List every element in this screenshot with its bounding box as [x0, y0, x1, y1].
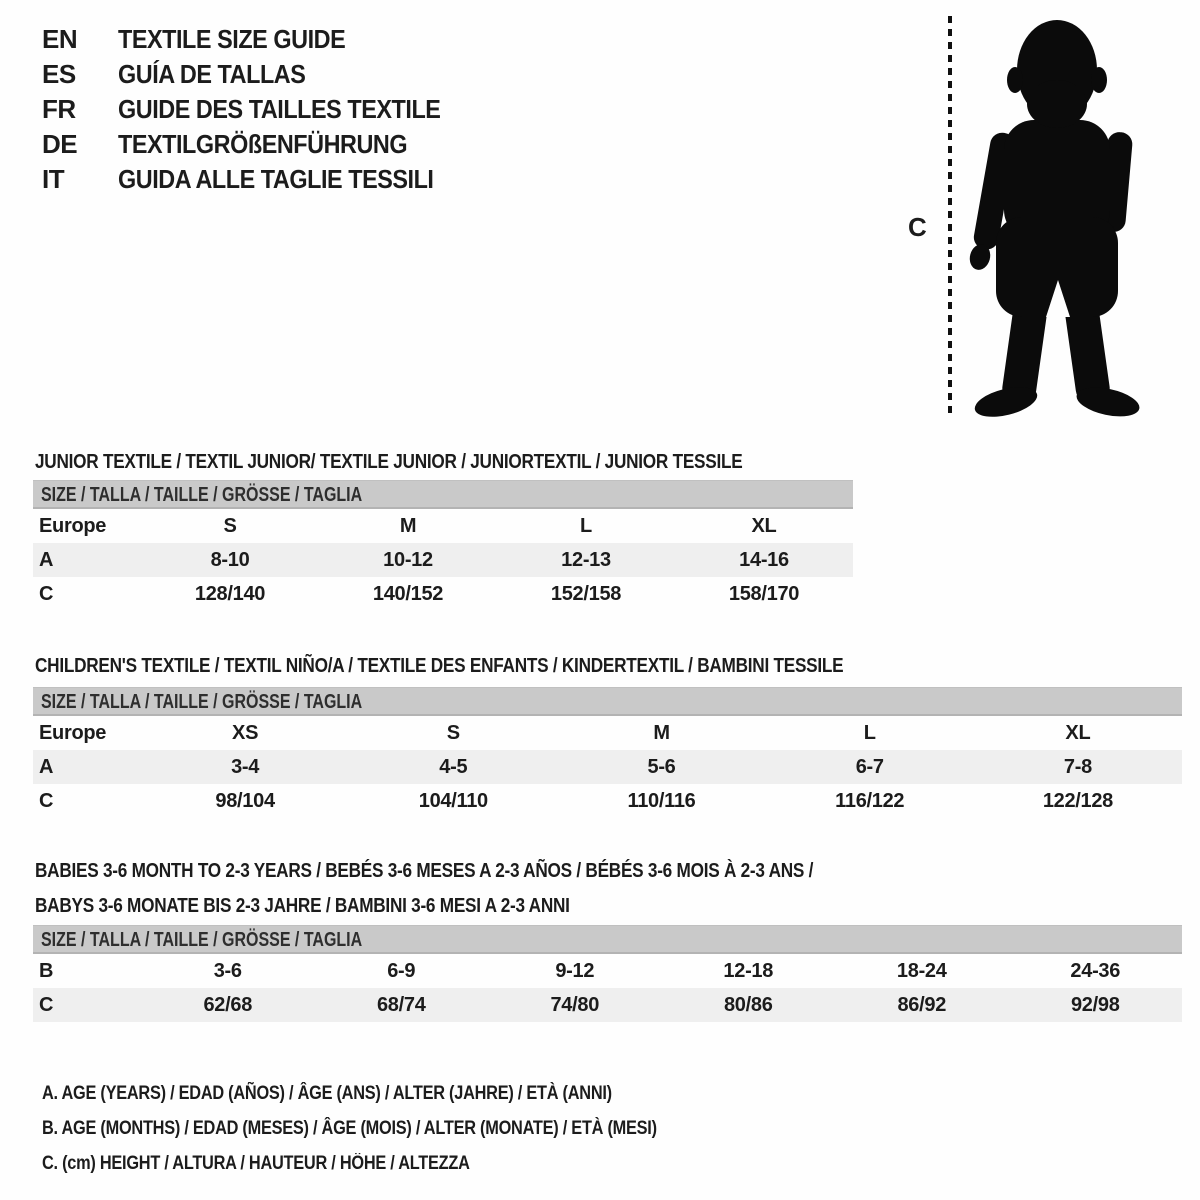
table-row-europe: [33, 509, 853, 543]
height-measure-label: C: [908, 212, 927, 242]
lang-row-fr: [42, 92, 476, 127]
table-row-age-months: [33, 954, 1182, 988]
table-title: CHILDREN'S TEXTILE / TEXTIL NIÑO/A / TEXTILE DES ENFANTS / KINDERTEXTIL / BAMBINI TESSILE: [35, 654, 844, 677]
value-cell: 14-16: [739, 549, 789, 571]
legend-line-c: C. (cm) HEIGHT / ALTURA / HAUTEUR / HÖHE / ALTEZZA: [42, 1153, 470, 1174]
lang-title: TEXTILGRÖßENFÜHRUNG: [118, 129, 408, 159]
lang-code: EN: [42, 24, 78, 54]
row-label: Europe: [39, 515, 107, 537]
value-cell: 6-7: [855, 756, 884, 778]
size-header-label: SIZE / TALLA / TAILLE / GRÖSSE / TAGLIA: [41, 484, 363, 506]
legend-block: [42, 1076, 757, 1181]
value-cell: 24-36: [1070, 960, 1121, 982]
row-label: A: [39, 549, 54, 571]
value-cell: 98/104: [215, 790, 275, 812]
lang-code: DE: [42, 129, 78, 159]
value-cell: 7-8: [1063, 756, 1092, 778]
size-header-bar: [33, 480, 853, 509]
size-cell: M: [399, 515, 417, 537]
height-dashed-line: [948, 16, 952, 418]
size-cell: S: [223, 515, 237, 537]
size-cell: S: [446, 722, 460, 744]
lang-row-en: [42, 22, 476, 57]
value-cell: 5-6: [647, 756, 676, 778]
size-header-bar: [33, 687, 1182, 716]
row-label: C: [39, 790, 54, 812]
lang-title: GUIDA ALLE TAGLIE TESSILI: [118, 164, 434, 194]
left-ear-shape: [1007, 67, 1023, 93]
lang-code: ES: [42, 59, 76, 89]
size-header-bar: [33, 925, 1182, 954]
value-cell: 80/86: [723, 994, 773, 1016]
value-cell: 62/68: [203, 994, 253, 1016]
value-cell: 152/158: [550, 583, 622, 605]
value-cell: 68/74: [376, 994, 426, 1016]
value-cell: 92/98: [1070, 994, 1120, 1016]
table-title-line2: BABYS 3-6 MONATE BIS 2-3 JAHRE / BAMBINI 3-6 MESI A 2-3 ANNI: [35, 894, 570, 917]
value-cell: 74/80: [550, 994, 600, 1016]
lang-title: GUÍA DE TALLAS: [118, 59, 306, 89]
row-label: A: [39, 756, 54, 778]
value-cell: 8-10: [210, 549, 250, 571]
table-title-line1: BABIES 3-6 MONTH TO 2-3 YEARS / BEBÉS 3-6 MESES A 2-3 AÑOS / BÉBÉS 3-6 MOIS À 2-3 ANS /: [35, 859, 814, 882]
size-header-label: SIZE / TALLA / TAILLE / GRÖSSE / TAGLIA: [41, 929, 363, 951]
lang-code: FR: [42, 94, 76, 124]
row-label: C: [39, 994, 54, 1016]
table-junior-textile: [33, 434, 853, 614]
table-rows: [33, 509, 853, 611]
table-rows: [33, 716, 1182, 818]
table-row-europe: [33, 716, 1182, 750]
table-row-height: [33, 784, 1182, 818]
size-cell: L: [580, 515, 592, 537]
size-cell: M: [653, 722, 670, 744]
value-cell: 4-5: [439, 756, 468, 778]
value-cell: 128/140: [194, 583, 266, 605]
table-row-age: [33, 543, 853, 577]
size-cell: XL: [751, 515, 777, 537]
value-cell: 122/128: [1042, 790, 1114, 812]
value-cell: 6-9: [387, 960, 416, 982]
language-title-block: [42, 22, 476, 197]
value-cell: 12-13: [561, 549, 611, 571]
value-cell: 110/116: [627, 790, 696, 812]
size-cell: XL: [1065, 722, 1091, 744]
chin-shape: [1027, 80, 1087, 128]
row-label: Europe: [39, 722, 107, 744]
row-label: B: [39, 960, 54, 982]
table-row-height: [33, 577, 853, 611]
legend-line-b: B. AGE (MONTHS) / EDAD (MESES) / ÂGE (MOIS) / ALTER (MONATE) / ETÀ (MESI): [42, 1118, 657, 1139]
value-cell: 116/122: [835, 790, 905, 812]
lang-code: IT: [42, 164, 65, 194]
lang-row-es: [42, 57, 476, 92]
table-rows: [33, 954, 1182, 1022]
row-label: C: [39, 583, 54, 605]
value-cell: 3-6: [213, 960, 242, 982]
value-cell: 86/92: [897, 994, 947, 1016]
size-cell: XS: [232, 722, 259, 744]
value-cell: 12-18: [723, 960, 774, 982]
value-cell: 10-12: [383, 549, 433, 571]
legend-line-a: A. AGE (YEARS) / EDAD (AÑOS) / ÂGE (ANS) / ALTER (JAHRE) / ETÀ (ANNI): [42, 1083, 612, 1104]
size-header-label: SIZE / TALLA / TAILLE / GRÖSSE / TAGLIA: [41, 691, 363, 713]
lang-row-de: [42, 127, 476, 162]
value-cell: 9-12: [555, 960, 595, 982]
value-cell: 3-4: [231, 756, 260, 778]
value-cell: 158/170: [728, 583, 800, 605]
table-babies-textile: [33, 843, 1182, 1024]
table-childrens-textile: [33, 638, 1182, 820]
toddler-silhouette-icon: [956, 12, 1156, 420]
value-cell: 140/152: [372, 583, 444, 605]
lang-title: GUIDE DES TAILLES TEXTILE: [118, 94, 441, 124]
lang-title: TEXTILE SIZE GUIDE: [118, 24, 346, 54]
table-row-age: [33, 750, 1182, 784]
table-row-height: [33, 988, 1182, 1022]
table-title: JUNIOR TEXTILE / TEXTIL JUNIOR/ TEXTILE JUNIOR / JUNIORTEXTIL / JUNIOR TESSILE: [35, 450, 743, 473]
value-cell: 18-24: [896, 960, 947, 982]
lang-row-it: [42, 162, 476, 197]
value-cell: 104/110: [418, 790, 488, 812]
right-ear-shape: [1091, 67, 1107, 93]
size-cell: L: [863, 722, 876, 744]
